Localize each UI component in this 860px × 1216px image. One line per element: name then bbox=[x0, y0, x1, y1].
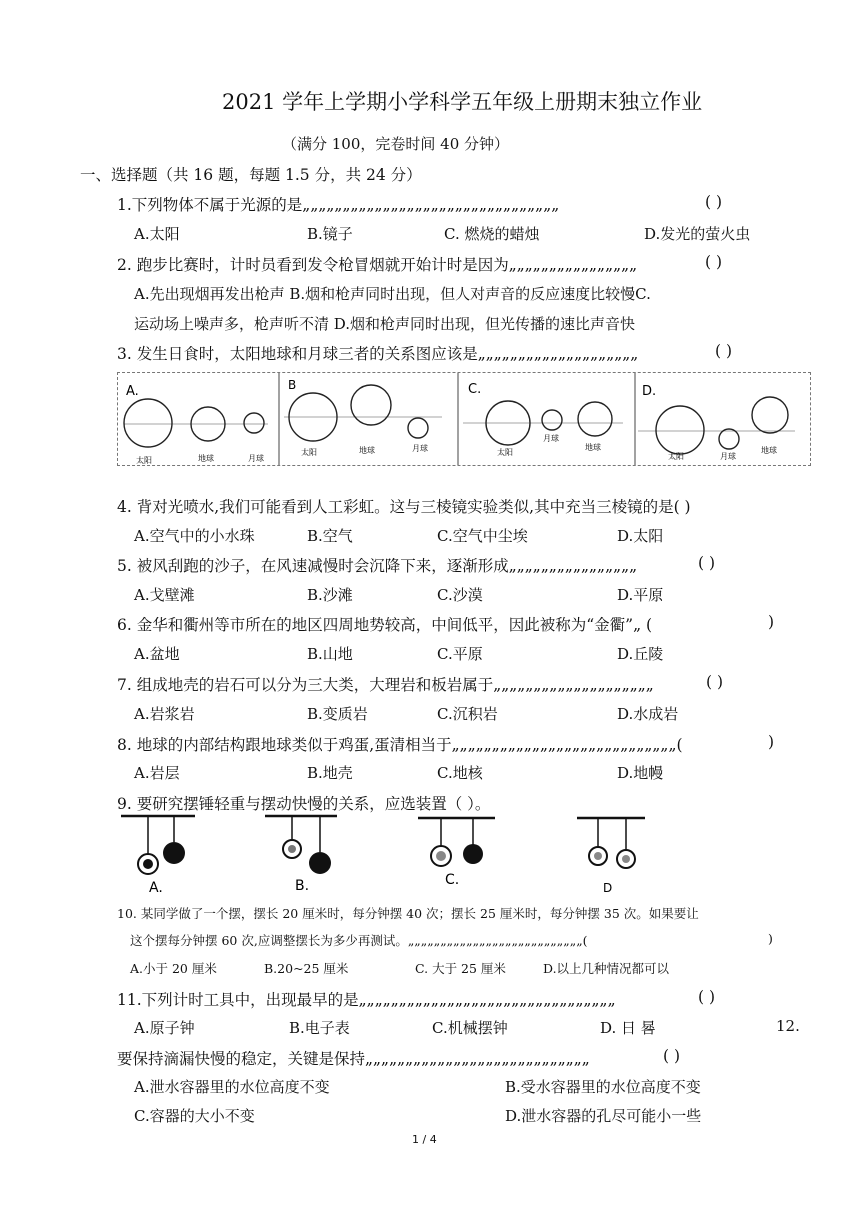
q11-option-a: A.原子钟 bbox=[134, 1019, 195, 1037]
section-heading: 一、选择题（共 16 题，每题 1.5 分，共 24 分） bbox=[80, 166, 422, 184]
q7-option-a: A.岩浆岩 bbox=[134, 705, 195, 723]
fig-d-earth-label: 地球 bbox=[761, 446, 777, 455]
moon-circle-d bbox=[719, 429, 739, 449]
q7-answer-paren: ( ) bbox=[706, 673, 724, 691]
q8-option-b: B.地壳 bbox=[307, 764, 353, 782]
page-title: 2021 学年上学期小学科学五年级上册期末独立作业 bbox=[222, 90, 703, 114]
q7-option-c: C.沉积岩 bbox=[437, 705, 498, 723]
q4-stem: 4. 背对光喷水,我们可能看到人工彩虹。这与三棱镜实验类似,其中充当三棱镜的是( ) bbox=[117, 498, 691, 516]
light-bob-a-core bbox=[143, 859, 153, 869]
heavy-bob-a bbox=[163, 842, 185, 864]
pendulum-set-d bbox=[577, 818, 645, 895]
fig-c-moon-label: 月球 bbox=[543, 434, 559, 443]
q11-option-b: B.电子表 bbox=[289, 1019, 350, 1037]
q5-option-a: A.戈壁滩 bbox=[134, 586, 195, 604]
light-bob-d-2-core bbox=[622, 855, 630, 863]
q8-option-c: C.地核 bbox=[437, 764, 483, 782]
moon-circle-c bbox=[542, 410, 562, 430]
fig-c-earth-label: 地球 bbox=[585, 443, 601, 452]
q11-option-c: C.机械摆钟 bbox=[432, 1019, 508, 1037]
q6-stem: 6. 金华和衢州等市所在的地区四周地势较高，中间低平，因此被称为“金衢”„ ( bbox=[117, 616, 653, 634]
q10-answer-paren-close: ) bbox=[768, 931, 773, 946]
q6-option-b: B.山地 bbox=[307, 645, 353, 663]
q10-option-b: B.20~25 厘米 bbox=[264, 961, 349, 976]
earth-circle-d bbox=[752, 397, 788, 433]
q12-option-c: C.容器的大小不变 bbox=[134, 1107, 255, 1125]
fig-a-earth-label: 地球 bbox=[198, 454, 214, 463]
q11-answer-paren: ( ) bbox=[698, 988, 716, 1006]
earth-circle-c bbox=[578, 402, 612, 436]
fig-b-label: B bbox=[288, 378, 297, 392]
q10-stem-line1: 10. 某同学做了一个摆，摆长 20 厘米时，每分钟摆 40 次；摆长 25 厘米时，每分钟摆 35 次。如果要让 bbox=[117, 906, 699, 921]
q6-answer-paren-close: ) bbox=[768, 613, 775, 631]
fig-d-label: D. bbox=[642, 384, 657, 399]
fig-b-moon-label: 月球 bbox=[412, 444, 428, 453]
pendulum-figure bbox=[115, 812, 655, 896]
q8-stem: 8. 地球的内部结构跟地球类似于鸡蛋,蛋清相当于„„„„„„„„„„„„„„„„„„„„„„„„„„„„( bbox=[117, 736, 683, 754]
q4-option-d: D.太阳 bbox=[617, 527, 664, 545]
earth-circle-b bbox=[351, 385, 391, 425]
pendulum-a-label: A. bbox=[149, 880, 163, 896]
q7-stem: 7. 组成地壳的岩石可以分为三大类，大理岩和板岩属于„„„„„„„„„„„„„„„„„„„„ bbox=[117, 676, 654, 694]
pendulum-c-label: C. bbox=[445, 872, 460, 888]
q12-stem: 要保持滴漏快慢的稳定，关键是保持„„„„„„„„„„„„„„„„„„„„„„„„„„„„ bbox=[117, 1050, 590, 1068]
q4-option-a: A.空气中的小水珠 bbox=[134, 527, 255, 545]
q1-stem: 1.下列物体不属于光源的是„„„„„„„„„„„„„„„„„„„„„„„„„„„„„„„„ bbox=[117, 196, 560, 214]
fig-c-label: C. bbox=[468, 382, 482, 397]
q7-option-d: D.水成岩 bbox=[617, 705, 679, 723]
q3-answer-paren: ( ) bbox=[715, 342, 733, 360]
q2-options-line2: 运动场上噪声多，枪声听不清 D.烟和枪声同时出现，但光传播的速比声音快 bbox=[134, 315, 636, 333]
q10-option-d: D.以上几种情况都可以 bbox=[543, 961, 670, 976]
q7-option-b: B.变质岩 bbox=[307, 705, 368, 723]
q2-options-line1: A.先出现烟再发出枪声 B.烟和枪声同时出现，但人对声音的反应速度比较慢C. bbox=[134, 285, 651, 303]
fig-c-sun-label: 太阳 bbox=[497, 448, 513, 457]
q3-stem: 3. 发生日食时，太阳地球和月球三者的关系图应该是„„„„„„„„„„„„„„„„„„„„ bbox=[117, 345, 639, 363]
q8-option-a: A.岩层 bbox=[134, 764, 180, 782]
fig-a-moon-label: 月球 bbox=[248, 454, 264, 463]
q10-option-c: C. 大于 25 厘米 bbox=[415, 961, 506, 976]
q12-option-b: B.受水容器里的水位高度不变 bbox=[505, 1078, 701, 1096]
light-bob-d-1-core bbox=[594, 852, 602, 860]
pendulum-set-a bbox=[121, 816, 195, 896]
q5-option-b: B.沙滩 bbox=[307, 586, 353, 604]
fig-d-moon-label: 月球 bbox=[720, 452, 736, 461]
light-bob-c-core bbox=[436, 851, 446, 861]
eclipse-figure bbox=[117, 372, 811, 466]
page-subtitle: （满分 100，完卷时间 40 分钟） bbox=[282, 135, 510, 153]
q8-answer-paren-close: ) bbox=[768, 733, 775, 751]
q12-option-d: D.泄水容器的孔尽可能小一些 bbox=[505, 1107, 702, 1125]
q1-option-d: D.发光的萤火虫 bbox=[644, 225, 751, 243]
q11-stem: 11.下列计时工具中，出现最早的是„„„„„„„„„„„„„„„„„„„„„„„„„„„„„„„„ bbox=[117, 991, 616, 1009]
q6-option-d: D.丘陵 bbox=[617, 645, 664, 663]
q5-option-d: D.平原 bbox=[617, 586, 664, 604]
fig-d-sun-label: 太阳 bbox=[668, 452, 684, 461]
fig-b-earth-label: 地球 bbox=[359, 446, 375, 455]
pendulum-b-label: B. bbox=[295, 878, 310, 894]
heavy-bob-c bbox=[463, 844, 483, 864]
sun-circle-d bbox=[656, 406, 704, 454]
q10-stem-line2: 这个摆每分钟摆 60 次,应调整摆长为多少再测试。„„„„„„„„„„„„„„„„„„„„„„„„„„„( bbox=[130, 933, 588, 948]
moon-circle-a bbox=[244, 413, 264, 433]
moon-circle-b bbox=[408, 418, 428, 438]
q8-option-d: D.地幔 bbox=[617, 764, 664, 782]
q5-stem: 5. 被风刮跑的沙子，在风速减慢时会沉降下来，逐渐形成„„„„„„„„„„„„„„„„ bbox=[117, 557, 638, 575]
q6-option-a: A.盆地 bbox=[134, 645, 180, 663]
q1-answer-paren: ( ) bbox=[705, 193, 723, 211]
q6-option-c: C.平原 bbox=[437, 645, 483, 663]
q12-option-a: A.泄水容器里的水位高度不变 bbox=[134, 1078, 330, 1096]
fig-a-label: A. bbox=[126, 384, 139, 399]
q1-option-a: A.太阳 bbox=[134, 225, 180, 243]
q4-option-b: B.空气 bbox=[307, 527, 353, 545]
fig-b-sun-label: 太阳 bbox=[301, 448, 317, 457]
eclipse-diagram bbox=[118, 373, 810, 465]
pendulum-d-label: D bbox=[603, 881, 613, 895]
sun-circle-a bbox=[124, 399, 172, 447]
fig-a-sun-label: 太阳 bbox=[136, 456, 152, 465]
q5-answer-paren: ( ) bbox=[698, 554, 716, 572]
pendulum-set-b bbox=[265, 816, 337, 894]
q10-option-a: A.小于 20 厘米 bbox=[130, 961, 217, 976]
q5-option-c: C.沙漠 bbox=[437, 586, 483, 604]
q11-option-d: D. 日 晷 bbox=[600, 1019, 656, 1037]
q12-number: 12. bbox=[776, 1017, 800, 1035]
heavy-bob-b bbox=[309, 852, 331, 874]
q2-answer-paren: ( ) bbox=[705, 253, 723, 271]
q4-option-c: C.空气中尘埃 bbox=[437, 527, 528, 545]
q2-stem: 2. 跑步比赛时，计时员看到发令枪冒烟就开始计时是因为„„„„„„„„„„„„„„„„ bbox=[117, 256, 638, 274]
q1-option-c: C. 燃烧的蜡烛 bbox=[444, 225, 540, 243]
page-number: 1 / 4 bbox=[412, 1133, 437, 1146]
pendulum-set-c bbox=[418, 818, 495, 888]
q1-option-b: B.镜子 bbox=[307, 225, 353, 243]
q9-stem: 9. 要研究摆锤轻重与摆动快慢的关系，应选装置（ ）。 bbox=[117, 795, 491, 813]
light-bob-b-core bbox=[288, 845, 296, 853]
q12-answer-paren: ( ) bbox=[663, 1047, 681, 1065]
